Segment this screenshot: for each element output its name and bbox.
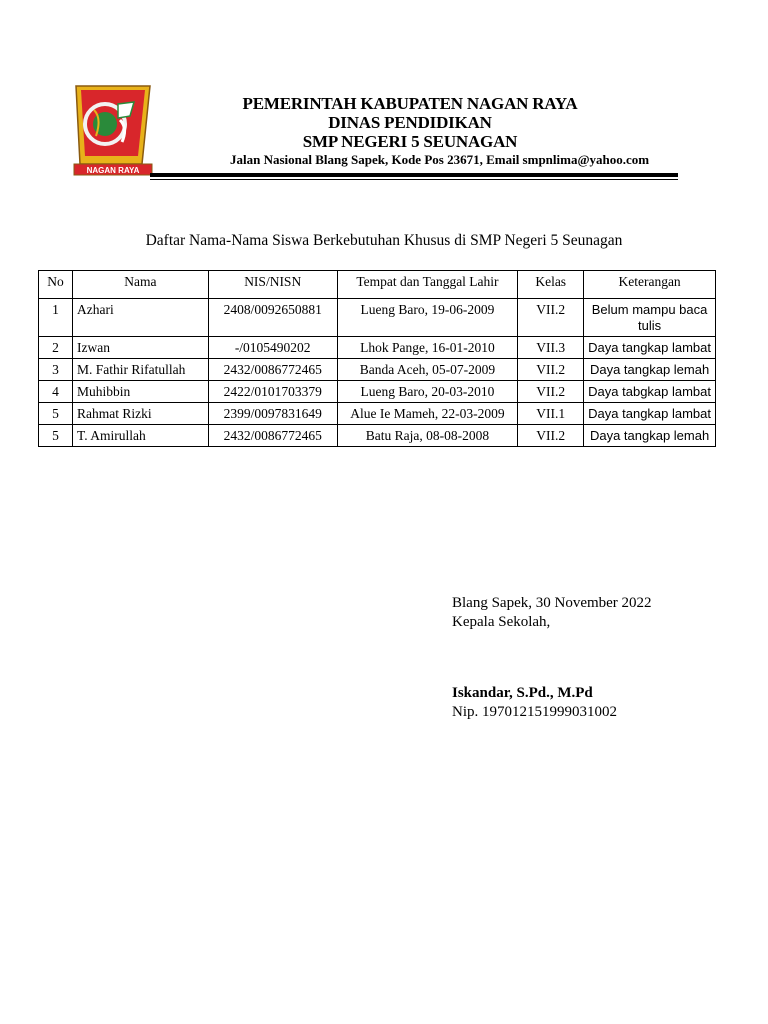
header-nis: NIS/NISN	[208, 271, 337, 299]
signature-place-date: Blang Sapek, 30 November 2022	[452, 595, 652, 611]
cell-keterangan: Daya tabgkap lambat	[584, 381, 716, 403]
kop-address: Jalan Nasional Blang Sapek, Kode Pos 23671, Email smpnlima@yahoo.com	[230, 152, 650, 167]
signature-position: Kepala Sekolah,	[452, 614, 551, 630]
kop-line-department: DINAS PENDIDIKAN	[328, 113, 492, 132]
cell-nis: 2422/0101703379	[208, 381, 337, 403]
cell-no: 5	[39, 403, 73, 425]
cell-ttl: Lueng Baro, 19-06-2009	[337, 299, 518, 337]
cell-no: 2	[39, 337, 73, 359]
table-row	[39, 381, 716, 403]
cell-keterangan: Belum mampu baca tulis	[584, 299, 716, 337]
signature-nip: Nip. 197012151999031002	[452, 704, 617, 720]
cell-nis: -/0105490202	[208, 337, 337, 359]
cell-nis: 2399/0097831649	[208, 403, 337, 425]
header-no: No	[39, 271, 73, 299]
cell-kelas: VII.1	[518, 403, 584, 425]
table-row	[39, 337, 716, 359]
cell-ttl: Alue Ie Mameh, 22-03-2009	[337, 403, 518, 425]
cell-no: 5	[39, 425, 73, 447]
cell-kelas: VII.2	[518, 299, 584, 337]
letterhead	[160, 94, 660, 168]
cell-nama: Rahmat Rizki	[72, 403, 208, 425]
kop-line-government: PEMERINTAH KABUPATEN NAGAN RAYA	[242, 94, 578, 113]
header-ttl: Tempat dan Tanggal Lahir	[337, 271, 518, 299]
cell-nama: M. Fathir Rifatullah	[72, 359, 208, 381]
cell-kelas: VII.2	[518, 359, 584, 381]
signature-block	[452, 594, 652, 722]
cell-kelas: VII.2	[518, 381, 584, 403]
cell-kelas: VII.3	[518, 337, 584, 359]
cell-keterangan: Daya tangkap lemah	[584, 425, 716, 447]
table-row	[39, 359, 716, 381]
kop-line-school: SMP NEGERI 5 SEUNAGAN	[302, 132, 518, 151]
logo-text: NAGAN RAYA	[86, 166, 140, 175]
cell-keterangan: Daya tangkap lambat	[584, 403, 716, 425]
cell-kelas: VII.2	[518, 425, 584, 447]
cell-nama: Muhibbin	[72, 381, 208, 403]
signature-name: Iskandar, S.Pd., M.Pd	[452, 685, 593, 701]
cell-keterangan: Daya tangkap lemah	[584, 359, 716, 381]
header-kelas: Kelas	[518, 271, 584, 299]
header-keterangan: Keterangan	[584, 271, 716, 299]
table-row	[39, 425, 716, 447]
cell-nama: Azhari	[72, 299, 208, 337]
letterhead-rule-thick	[150, 173, 678, 177]
cell-nama: Izwan	[72, 337, 208, 359]
cell-nama: T. Amirullah	[72, 425, 208, 447]
document-title: Daftar Nama-Nama Siswa Berkebutuhan Khusus di SMP Negeri 5 Seunagan	[145, 232, 623, 249]
cell-nis: 2408/0092650881	[208, 299, 337, 337]
cell-nis: 2432/0086772465	[208, 425, 337, 447]
cell-ttl: Lueng Baro, 20-03-2010	[337, 381, 518, 403]
school-logo	[72, 84, 154, 176]
nagan-raya-emblem-icon	[72, 84, 154, 176]
letterhead-rule-thin	[150, 179, 678, 180]
table-row	[39, 403, 716, 425]
table-row	[39, 299, 716, 337]
cell-ttl: Lhok Pange, 16-01-2010	[337, 337, 518, 359]
cell-keterangan: Daya tangkap lambat	[584, 337, 716, 359]
cell-no: 3	[39, 359, 73, 381]
cell-no: 4	[39, 381, 73, 403]
table-header-row	[39, 271, 716, 299]
cell-ttl: Banda Aceh, 05-07-2009	[337, 359, 518, 381]
student-table	[38, 270, 716, 447]
cell-nis: 2432/0086772465	[208, 359, 337, 381]
cell-no: 1	[39, 299, 73, 337]
cell-ttl: Batu Raja, 08-08-2008	[337, 425, 518, 447]
header-nama: Nama	[72, 271, 208, 299]
